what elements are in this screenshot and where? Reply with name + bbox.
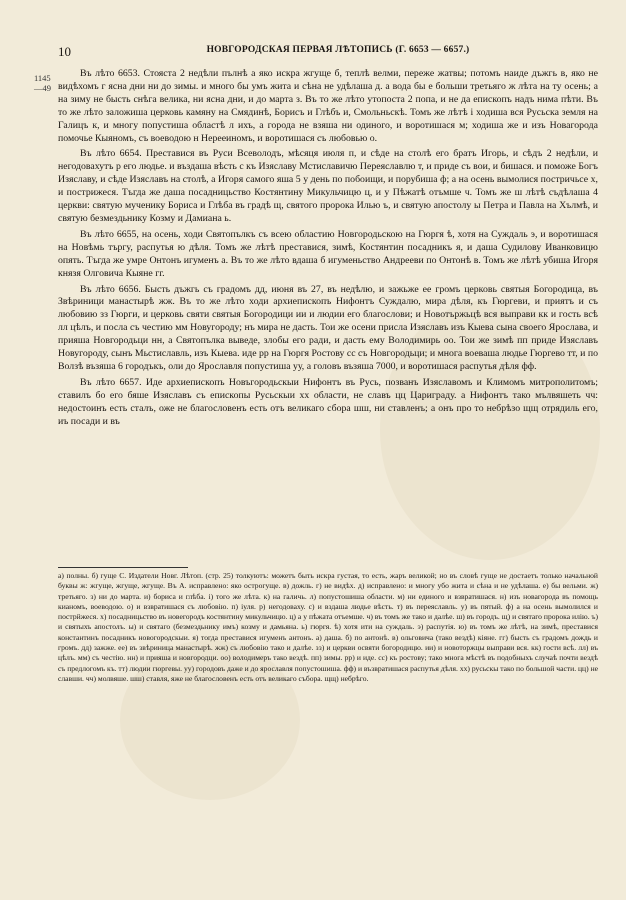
entry-6656: Въ лѣто 6656. Бысть дъжгь съ градомъ дд, июня въ 27, въ недѣлю, и зажьже ее громъ церковь святыя Богородица, въ Звѣриници манастырѣ жж. Въ то же лѣто ходи архиепископъ Нифонтъ Суждалю, мира дѣля, къ Гюргеви, и приятъ и съ любовию зз Гюрги, и церковь святи святыя Богородици ии и людии его благослови; и Новотържьцѣ вся выправи кк и гость всѣ лл цѣлъ, и посла съ честию мм Новугороду; нъ мира не дасть. Тои же осени присла Изяславъ изъ Кыева сына своего Ярослава, и прияша Новгородьци нн, а Святопълка выведе, злобы его ради, и дасть ему Володимирь оо. Тои же зимѣ пп приде Изяславъ Новугороду, сынъ Мьстиславль, изъ Кыева. иде рр на Гюргя Ростову сс съ Новгородьци; и многа воеваша людье Гюргево тт, и по Волзѣ възяша 6 городъкъ, оли до Ярославля попустиша уу, а головъ възяша 7000, и воротишася распутья дѣля фф.	[58, 283, 598, 372]
entry-6653: Въ лѣто 6653. Стояста 2 недѣли пълнѣ а яко искра жгуще б, теплѣ велми, переже жатвы; потомъ наиде дъжгь в, яко не видѣхомъ г ясна дни ни до зимы. и много бы умъ жита и сѣна не удѣлаша д. а вода бы е больши третьяго ж лѣта на ту осень; а на зиму не бысть снѣга велика, ни ясна дни, и до марта з. Въ то же лѣто утопоста 2 попа, и не да епископъ надъ нима пѣти. Въ то же лѣто заложиша церковь камяну на Смядинѣ, Борисъ и Глѣбъ и, Смольньскѣ. Томъ же лѣтѣ і ходиша вся Русьска земля на Галицъ к, и многу попустиша областѣ л ихъ, а города не взяша ни одиного, и воротишася м; ходиша же и изъ Новагорода помочье Кыяномъ, съ воеводою н Нерееиномъ, и воротишася съ любовью о.	[58, 68, 598, 144]
footnote-text: а) полны. б) гуще С. Издатели Новг. Лѣтоп. (стр. 25) толкуютъ: можетъ быть искра густая, то есть, жаръ великой; но въ словѣ гуще не достаетъ только начальной буквы ж: жгуще, жгуще, жгуще. Въ А. исправлено: яко острогуще. в) дожль. г) не видѣх. д) исправлено: и многу убо жита и сѣна и не удѣлаша. е) бы вельми. ж) третьяго. з) ни до марта. и) бориса и глѣба. і) того же лѣта. к) на галичь. л) попустошиша области. м) ни единого и взвратишася. н) изъ новагорода въ помощь кианомъ, воеводою. о) и взвратишася съ любовію. п) іуля. р) негодоваху. с) и вздаша людье вѣсть. т) въ переяславль. у) въ пятый. ф) а на осень вымолился и пострйжеся. х) посадницьство въ новегородъ костянтину микульчицю. ц) а у пѣжата отъемше. ч) въ томъ же тако и далѣе. ш) въ городъ. щ) и святаго пророка илію. ъ) и святыхъ апостолъ. ы) и святаго (безмездьнику имъ) козму и дамьяна. ь) гюргя. ѣ) хотя ити на суждаль. э) распутія. ю) въ томъ же лѣтѣ, на зимѣ, преставися константинъ посадникъ новогородскыи. я) тогда преставися игуменъ антонъ. а) даша. б) по антонѣ. в) ольговича (тако вездѣ) кіяне. гг) бысть съ градомъ дождь и громъ. дд) зажже. ее) въ звѣриница манастырѣ. жж) съ любовію тако и далѣе. зз) и церкви освяти богородицю. ии) и новоторжцы выправи вся. кк) гости всѣ. лл) въ цѣлъ. мм) съ честію. нн) и прияша и новгородци. оо) володимеръ тако вездѣ. пп) зимы. рр) и иде. сс) къ ростову; тако многа мѣстѣ въ подобныхъ случаѣ почти вездѣ съ предлогомъ къ. тт) людии гюргевы. уу) городовъ даже и до ярославля попустошиша. фф) и възвратишася распутья дѣля. хх) русьскы тако по большой части. цц) не славши. чч) молвяше. шш) ставля, яже не благословенъ есть отъ великаго събора. щщ) небрѣго.	[58, 571, 598, 683]
page-number: 10	[58, 44, 71, 59]
footnote-divider	[58, 567, 188, 568]
running-title: НОВГОРОДСКАЯ ПЕРВАЯ ЛѢТОПИСЬ (Г. 6653 — 6657.)	[206, 45, 470, 55]
margin-year-end: —49	[34, 83, 51, 93]
entry-6657: Въ лѣто 6657. Иде архиепископъ Новъгородьскыи Нифонтъ въ Русь, позванъ Изяславомъ и Климомъ митрополитомъ; ставилъ бо его бяше Изяславъ съ епископы Русьскыи хх области, не славъ цц Цариграду. а Нифонтъ тако мълвяшеть чч: недостоинъ есть сталъ, оже не благословенъ есть отъ великаго сбора шш, ни ставленъ; а онъ про то небрѣзо щщ отрядиль его, иъ посади и въ	[58, 376, 598, 427]
entry-6654: Въ лѣто 6654. Преставися въ Руси Всеволодъ, мѣсяця июля п, и сѣде на столѣ его братъ Игорь, и сѣдъ 2 недѣли, и негодовахутъ р его людье. и въздаша вѣсть с къ Изяславу Мстиславичю Переяславлю т, и приде съ вои, и бишася. и поможе Богъ Изяславу, и сѣде Изяславъ на столѣ, а Игоря самого яша 5 у день по побоищи, и порубиша ф; а на осень вымолися постричьсе х, и пострижеся. Тъгда же даша посадницьство Костянтину Микульчицю ц, и у Пѣжатѣ отъмше ч. Томъ же ш лѣтѣ съдѣлаша 4 церкви: святую мученику Бориса и Глѣба въ градѣ щ, святого пророка Илью ъ, и святую апостолу ы Петра и Павла на Хълмѣ, и святую безмездьнику Козму и Дамиана ь.	[58, 148, 598, 224]
footnotes	[58, 571, 598, 684]
chronicle-text	[58, 68, 598, 431]
page-header	[58, 44, 598, 60]
entry-6655: Въ лѣто 6655, на осень, ходи Святопълкъ съ всею областию Новгородьскою на Гюргя ѣ, хотя на Суждаль э, и воротишася на Новѣмь търгу, распутья ю дѣля. Томъ же лѣтѣ преставися, зимѣ, Костянтин посадникъ я, и даша Судилову Иванковицю опять. Тъгда же умре Онтонъ игуменъ а. Въ то же лѣто вдаша б игуменьство Андрееви по Онтонѣ в. Томъ же лѣтѣ убиша Игоря князя Олговича Кыяне гг.	[58, 228, 598, 279]
margin-year-start: 1145	[34, 73, 51, 83]
margin-year-range	[34, 73, 51, 93]
